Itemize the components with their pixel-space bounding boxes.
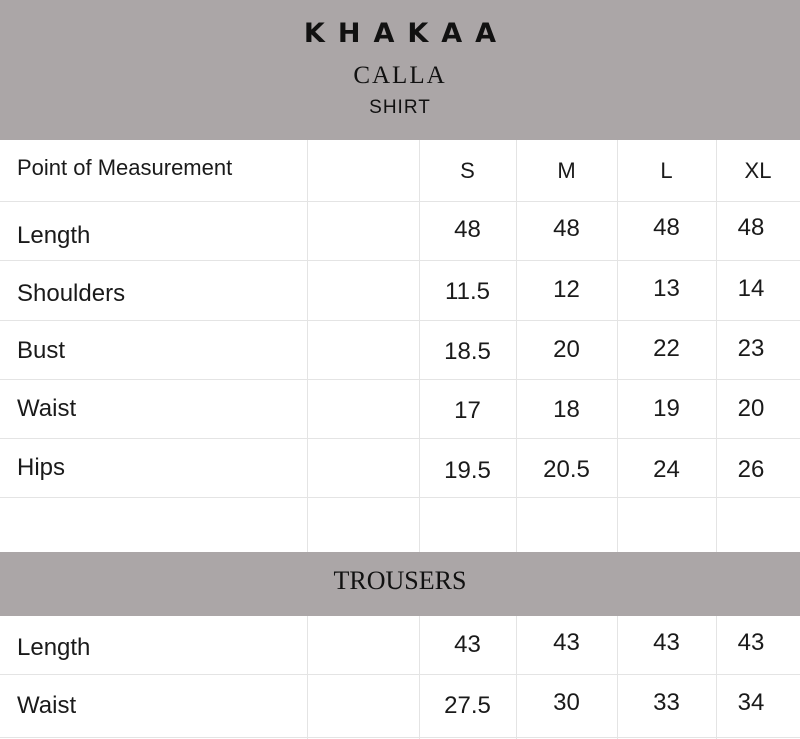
row-label: Waist (17, 395, 77, 422)
table-cell: 33 (653, 689, 680, 716)
table-cell: 20.5 (543, 456, 590, 483)
table-cell: 43 (454, 631, 481, 658)
brand-logo: KHAKAA (303, 18, 510, 49)
row-label: Hips (17, 454, 66, 481)
garment-title: SHIRT (369, 97, 431, 118)
table-cell: 34 (737, 689, 765, 716)
grid-divider (0, 379, 800, 380)
table-cell: 19.5 (444, 457, 491, 484)
table-cell: 18.5 (444, 338, 491, 365)
grid-divider (0, 201, 800, 202)
row-label: Length (17, 222, 91, 249)
row-label: Shoulders (17, 280, 126, 307)
section-title: TROUSERS (333, 566, 467, 595)
grid-divider (0, 737, 800, 738)
table-cell: 20 (553, 336, 580, 363)
grid-divider (0, 438, 800, 439)
row-label: Waist (17, 692, 77, 719)
product-name: CALLA (353, 62, 447, 89)
grid-divider (0, 674, 800, 675)
table-cell: 27.5 (444, 692, 491, 719)
column-header-measurement: Point of Measurement (17, 155, 233, 180)
row-label: Bust (17, 337, 66, 364)
table-cell: 26 (737, 456, 765, 483)
grid-divider (307, 616, 308, 739)
grid-divider (0, 260, 800, 261)
table-cell: 43 (653, 629, 680, 656)
table-cell: 12 (553, 276, 580, 303)
column-header-size: L (660, 158, 673, 183)
table-cell: 11.5 (445, 278, 490, 305)
table-cell: 13 (653, 275, 680, 302)
table-cell: 48 (553, 215, 580, 242)
table-cell: 23 (737, 335, 765, 362)
grid-divider (0, 320, 800, 321)
table-cell: 24 (653, 456, 680, 483)
table-cell: 19 (653, 395, 680, 422)
table-cell: 48 (737, 214, 765, 241)
table-cell: 17 (454, 397, 481, 424)
table-cell: 22 (653, 335, 680, 362)
table-cell: 18 (553, 396, 580, 423)
table-cell: 43 (553, 629, 580, 656)
column-header-size: S (460, 158, 475, 183)
table-cell: 48 (454, 216, 481, 243)
table-cell: 20 (737, 395, 765, 422)
grid-divider (0, 497, 800, 498)
row-label: Length (17, 634, 91, 661)
table-cell: 48 (653, 214, 680, 241)
table-cell: 30 (553, 689, 580, 716)
column-header-size: XL (744, 158, 772, 183)
column-header-size: M (557, 158, 576, 183)
table-cell: 14 (737, 275, 765, 302)
table-cell: 43 (737, 629, 765, 656)
